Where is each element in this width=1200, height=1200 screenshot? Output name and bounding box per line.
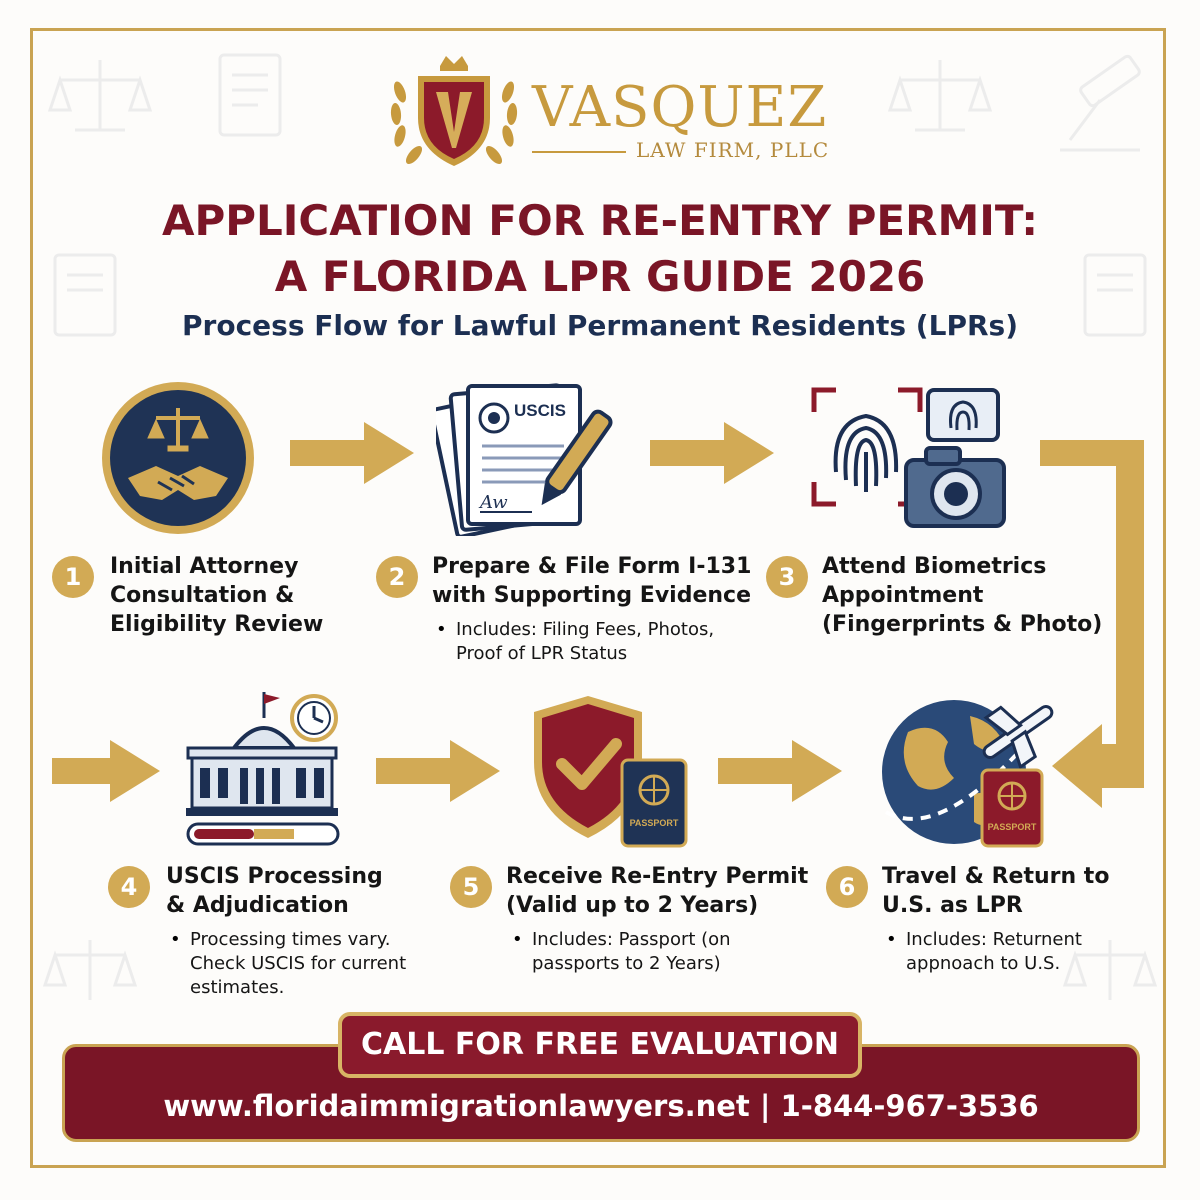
step-4-title-line: & Adjudication — [166, 893, 349, 918]
passport-icon — [622, 760, 686, 846]
step-1-title-line: Consultation & — [110, 583, 295, 608]
shield-passport-icon — [528, 692, 692, 852]
step-5-title — [506, 862, 808, 920]
step-2-bullet-line: Includes: Filing Fees, Photos, — [456, 619, 715, 640]
step-1-title-line: Initial Attorney — [110, 554, 299, 579]
step-1-number-badge: 1 — [52, 556, 94, 598]
firm-name: VASQUEZ — [532, 75, 828, 140]
step-6-title-line: U.S. as LPR — [882, 893, 1023, 918]
step-6-bullet-line: Includes: Returnent — [906, 929, 1082, 950]
step-5-title-line: (Valid up to 2 Years) — [506, 893, 759, 918]
step-6-title-line: Travel & Return to — [882, 864, 1110, 889]
passport-label: PASSPORT — [987, 822, 1037, 832]
firm-name-divider — [532, 151, 626, 153]
fingerprint-icon — [836, 416, 897, 492]
step-3-number-badge: 3 — [766, 556, 808, 598]
page-title-line-1: APPLICATION FOR RE-ENTRY PERMIT: — [161, 196, 1039, 245]
contact-separator: | — [759, 1089, 771, 1123]
progress-bar — [188, 824, 338, 844]
globe-plane-icon — [878, 692, 1054, 850]
step-4-bullet-line: Check USCIS for current — [190, 953, 407, 974]
step-4-bullet-line: Processing times vary. — [190, 929, 391, 950]
bullet-icon: • — [886, 929, 897, 950]
step-4-bullet — [190, 928, 406, 1000]
camera-icon — [906, 448, 1004, 526]
page-title-line-2: A FLORIDA LPR GUIDE 2026 — [274, 252, 926, 301]
step-4-bullet-line: estimates. — [190, 977, 285, 998]
bullet-icon: • — [512, 929, 523, 950]
step-4-title — [166, 862, 383, 920]
step-5-title-line: Receive Re-Entry Permit — [506, 864, 809, 889]
step-1-title — [110, 552, 323, 639]
step-5-bullet — [532, 928, 731, 976]
phone-link[interactable]: 1-844-967-3536 — [780, 1089, 1039, 1123]
step-5-number-badge: 5 — [450, 866, 492, 908]
contact-line — [62, 1088, 1140, 1124]
website-link[interactable]: www.floridaimmigrationlawyers.net — [163, 1089, 750, 1123]
step-2-title — [432, 552, 751, 610]
step-5-bullet-line: Includes: Passport (on — [532, 929, 731, 950]
step-2-bullet — [456, 618, 714, 666]
step-3-title — [822, 552, 1102, 639]
step-4-title-line: USCIS Processing — [166, 864, 383, 889]
crown-icon — [440, 56, 468, 71]
bullet-icon: • — [436, 619, 447, 640]
flow-arrow-2-3 — [650, 418, 776, 488]
uscis-form-icon — [436, 376, 616, 536]
step-3-title-line: Attend Biometrics — [822, 554, 1047, 579]
step-2-title-line: Prepare & File Form I-131 — [432, 554, 752, 579]
step-3-title-line: Appointment — [822, 583, 984, 608]
step-6-number-badge: 6 — [826, 866, 868, 908]
bullet-icon: • — [170, 929, 181, 950]
handshake-scales-icon — [98, 378, 258, 538]
government-building-icon — [184, 688, 344, 850]
flow-arrow-5-6 — [718, 736, 844, 806]
flow-arrow-1-2 — [290, 418, 416, 488]
uscis-form-label: USCIS — [514, 401, 566, 420]
signature-text: Aw — [480, 492, 508, 513]
fingerprint-camera-icon — [806, 382, 1010, 532]
free-evaluation-button[interactable]: CALL FOR FREE EVALUATION — [338, 1012, 862, 1078]
step-1-title-line: Eligibility Review — [110, 612, 324, 637]
firm-subname: LAW FIRM, PLLC — [636, 138, 830, 162]
step-2-bullet-line: Proof of LPR Status — [456, 643, 628, 664]
step-2-number-badge: 2 — [376, 556, 418, 598]
flow-arrow-4-5 — [376, 736, 502, 806]
clock-icon — [292, 696, 336, 740]
shield-crest-icon — [418, 76, 490, 166]
step-4-number-badge: 4 — [108, 866, 150, 908]
page-subtitle: Process Flow for Lawful Permanent Residents (LPRs) — [182, 309, 1018, 342]
step-2-title-line: with Supporting Evidence — [432, 583, 751, 608]
passport-icon — [982, 770, 1042, 846]
passport-label: PASSPORT — [629, 818, 679, 828]
step-6-title — [882, 862, 1109, 920]
step-6-bullet — [906, 928, 1082, 976]
step-3-title-line: (Fingerprints & Photo) — [822, 612, 1103, 637]
flag-icon — [264, 694, 280, 704]
step-6-bullet-line: appnoach to U.S. — [906, 953, 1061, 974]
step-5-bullet-line: passports to 2 Years) — [532, 953, 721, 974]
flow-arrow-entry-4 — [52, 736, 162, 806]
